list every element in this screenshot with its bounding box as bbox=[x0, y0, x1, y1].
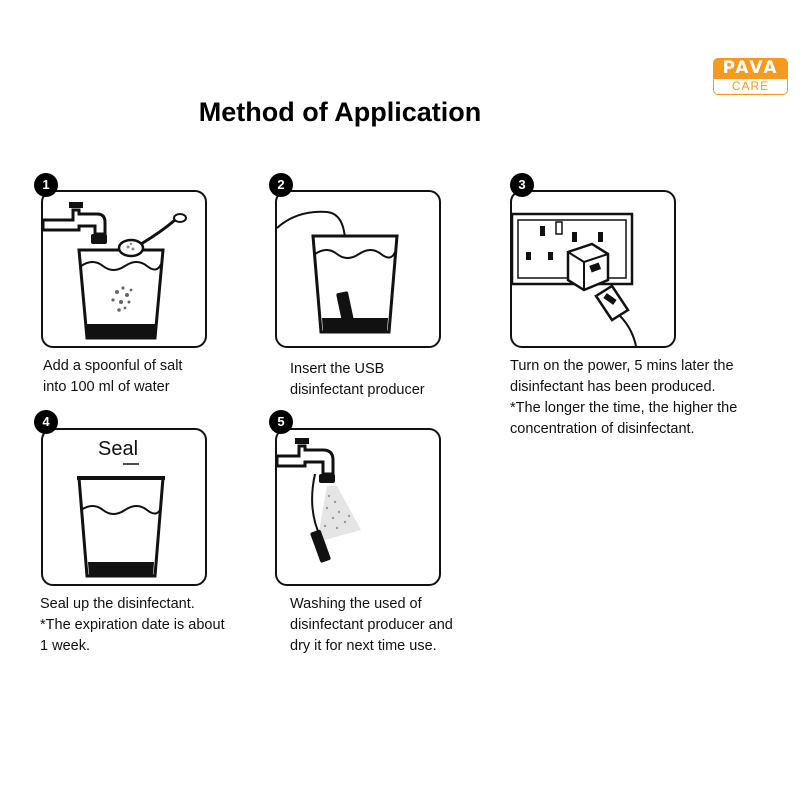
step-3-caption bbox=[510, 356, 737, 440]
step-4-badge: 4 bbox=[34, 410, 58, 434]
step-2-line-2: disinfectant producer bbox=[290, 382, 425, 398]
step-4-illustration bbox=[41, 428, 207, 586]
step-5-line-3: dry it for next time use. bbox=[290, 638, 437, 654]
step-2-badge: 2 bbox=[269, 173, 293, 197]
step-3-line-2: disinfectant has been produced. bbox=[510, 379, 716, 395]
step-1-line-2: into 100 ml of water bbox=[43, 379, 170, 395]
step-4-line-1: Seal up the disinfectant. bbox=[40, 596, 195, 612]
step-3-line-4: concentration of disinfectant. bbox=[510, 421, 695, 437]
step-2-line-1: Insert the USB bbox=[290, 361, 385, 377]
step-3-illustration bbox=[510, 190, 676, 348]
logo-bottom-text: CARE bbox=[713, 79, 788, 95]
step-4-caption bbox=[40, 594, 225, 657]
step-2-illustration bbox=[275, 190, 441, 348]
step-1-caption bbox=[43, 356, 182, 398]
page-title: Method of Application bbox=[198, 97, 482, 127]
step-2-caption bbox=[290, 359, 425, 401]
step-5-line-2: disinfectant producer and bbox=[290, 617, 453, 633]
step-4-line-2: *The expiration date is about bbox=[40, 617, 225, 633]
logo-top-text: PAVA bbox=[713, 58, 788, 79]
step-5-caption bbox=[290, 594, 453, 657]
step-3-line-1: Turn on the power, 5 mins later the bbox=[510, 358, 734, 374]
pava-care-logo bbox=[713, 58, 788, 96]
step-3-badge: 3 bbox=[510, 173, 534, 197]
seal-label: Seal bbox=[98, 438, 139, 460]
step-1-badge: 1 bbox=[34, 173, 58, 197]
step-1-illustration bbox=[41, 190, 207, 348]
step-4-line-3: 1 week. bbox=[40, 638, 90, 654]
step-1-line-1: Add a spoonful of salt bbox=[43, 358, 183, 374]
step-5-illustration bbox=[275, 428, 441, 586]
step-3-line-3: *The longer the time, the higher the bbox=[510, 400, 738, 416]
step-5-badge: 5 bbox=[269, 410, 293, 434]
step-5-line-1: Washing the used of bbox=[290, 596, 422, 612]
